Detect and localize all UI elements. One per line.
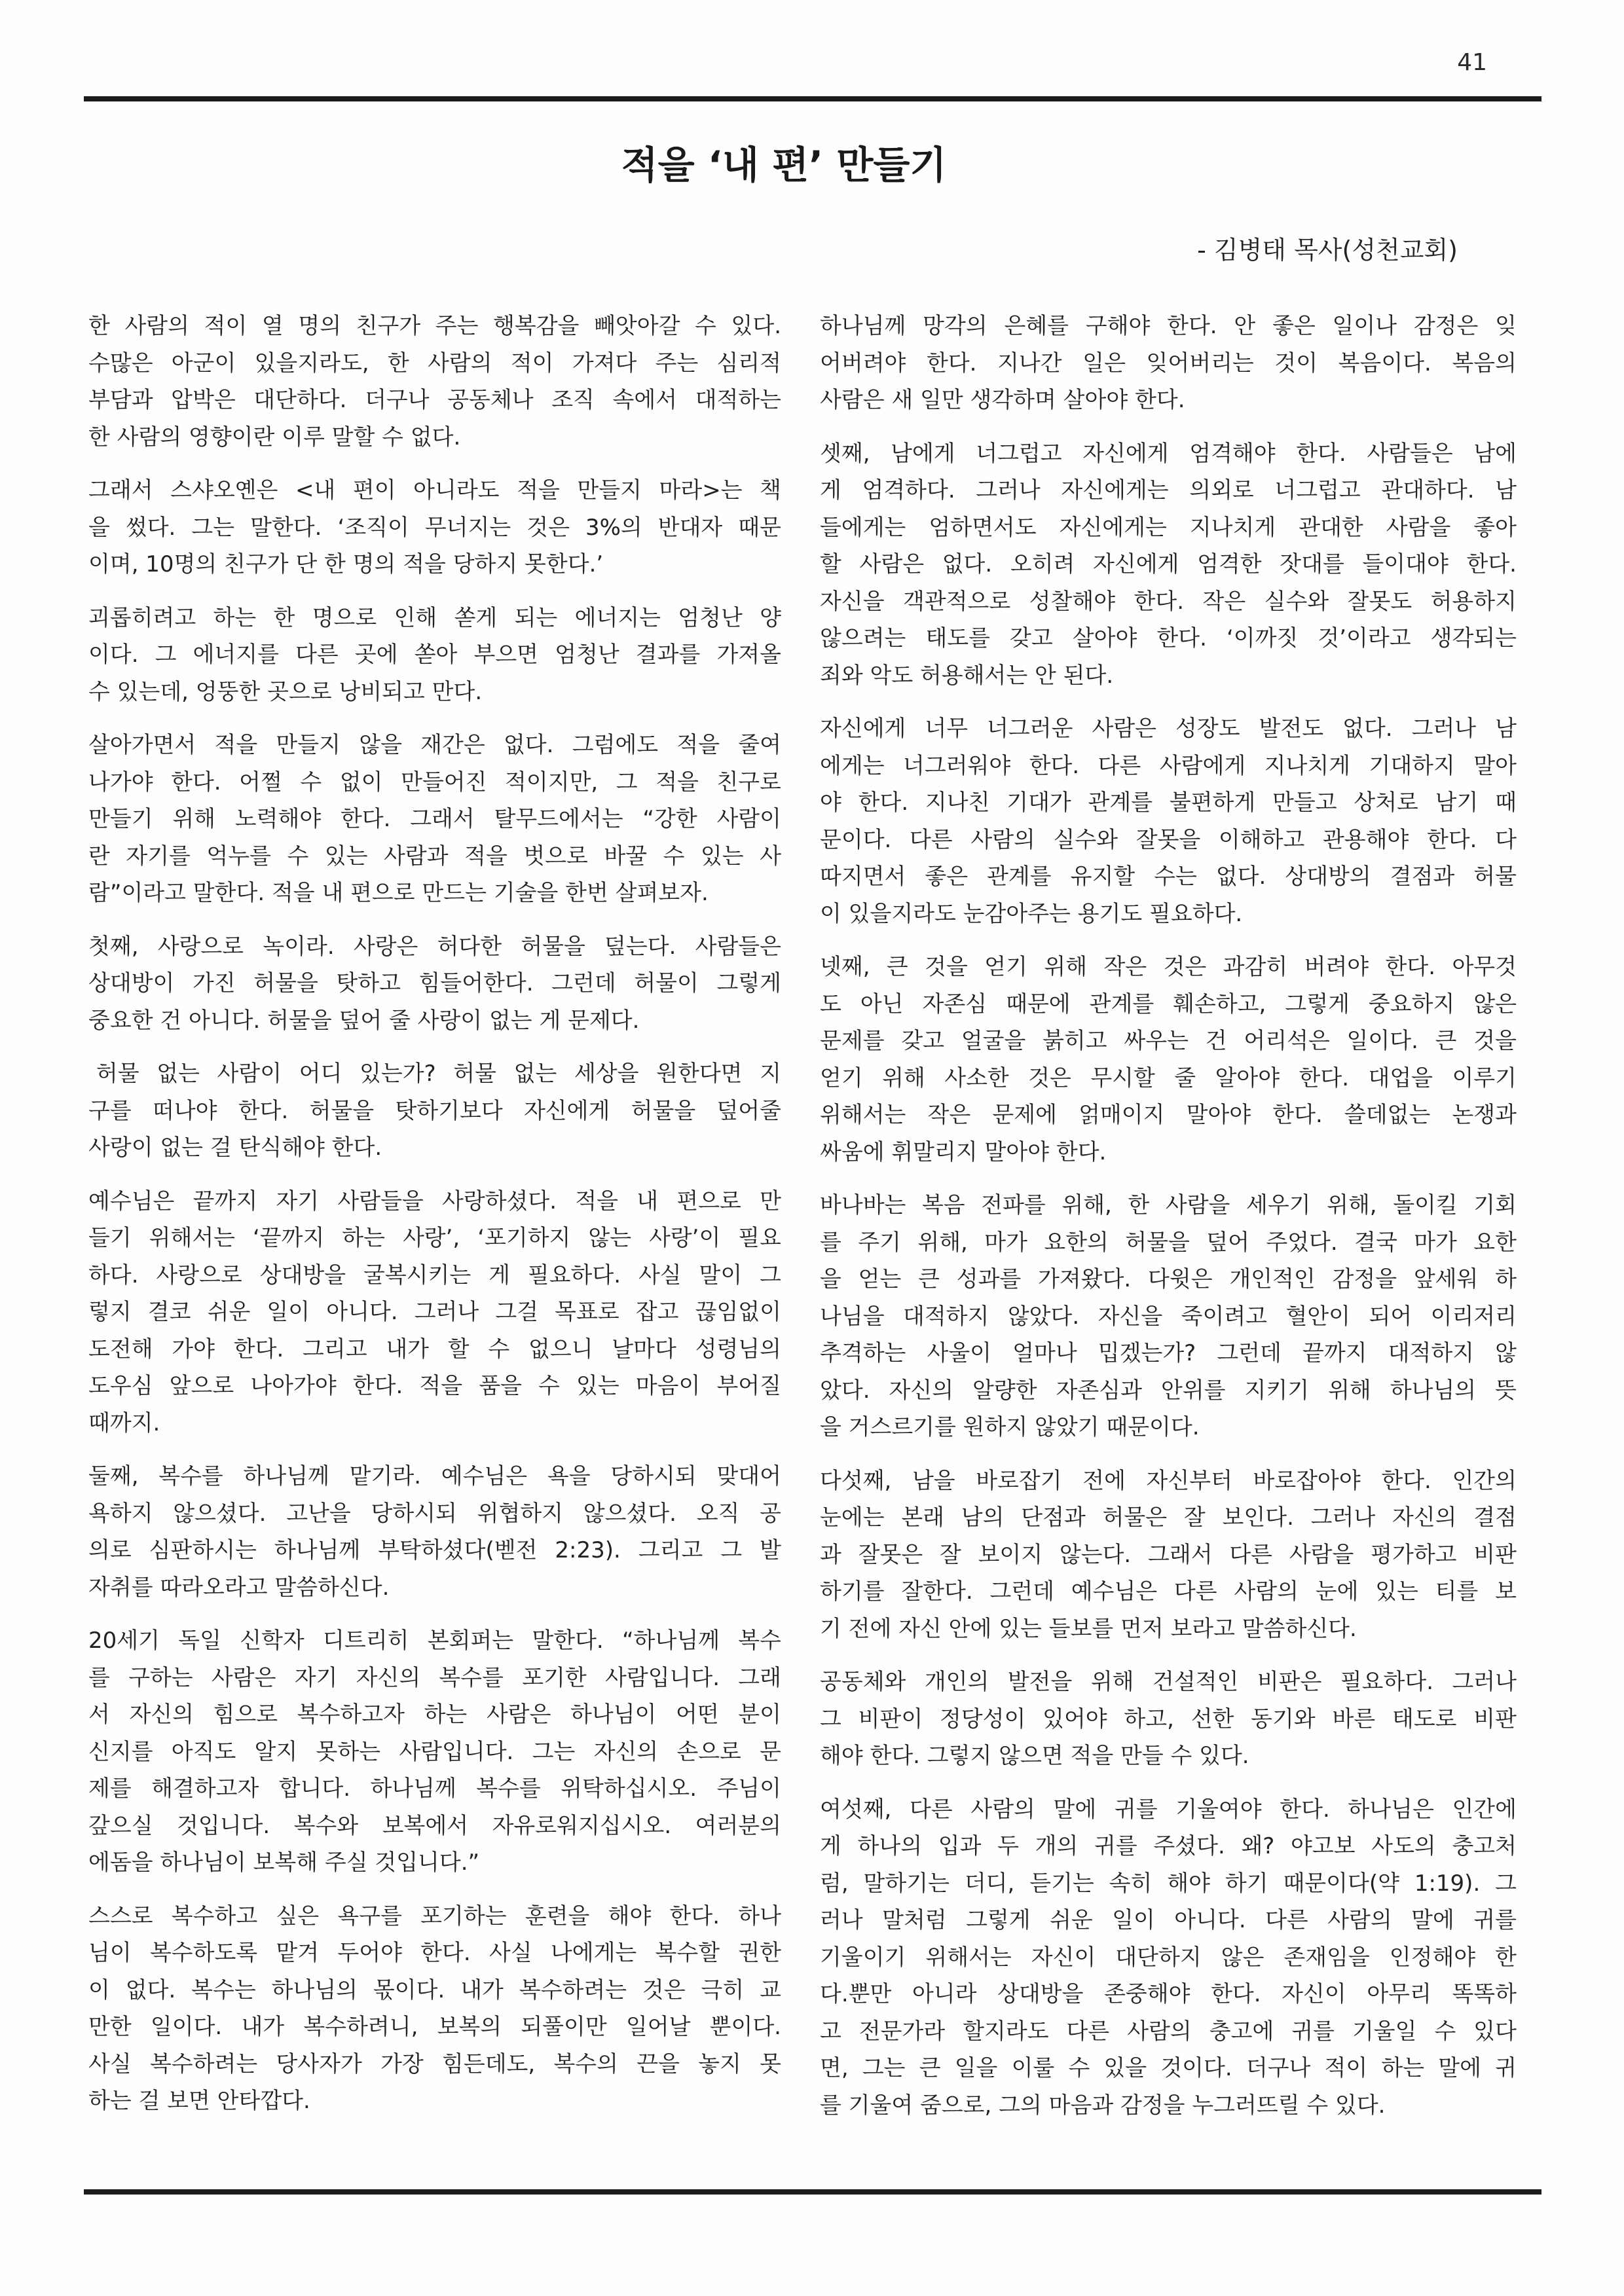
text-line: 러나 말처럼 그렇게 쉬운 일이 아니다. 다른 사람의 말에 귀를 [820,1907,1517,1933]
text-line: 게 하나의 입과 두 개의 귀를 주셨다. 왜? 야고보 사도의 충고처 [820,1833,1517,1859]
text-line: 때까지. [88,1410,160,1436]
text-line: 할 사람은 없다. 오히려 자신에게 엄격한 잣대를 들이대야 한다. [820,551,1517,577]
text-line: 예수님은 끝까지 자기 사람들을 사랑하셨다. 적을 내 편으로 만 [88,1188,781,1214]
article-column-left [88,308,781,2136]
text-line: 그래서 스샤오옌은 <내 편이 아니라도 적을 만들지 마라>는 책 [88,477,781,503]
text-line: 상대방이 가진 허물을 탓하고 힘들어한다. 그런데 허물이 그렇게 [88,970,781,996]
text-line: 이며, 10명의 친구가 단 한 명의 적을 당하지 못한다.’ [88,551,604,577]
text-line: 들에게는 엄하면서도 자신에게는 지나치게 관대한 사람을 좋아 [820,514,1517,541]
text-line: 을 썼다. 그는 말한다. ‘조직이 무너지는 것은 3%의 반대자 때문 [88,514,781,541]
text-line: 신지를 아직도 알지 못하는 사람입니다. 그는 자신의 손으로 문 [88,1738,781,1765]
text-line: 허물 없는 사람이 어디 있는가? 허물 없는 세상을 원한다면 지 [96,1061,781,1087]
paragraph [88,308,781,456]
text-line: 둘째, 복수를 하나님께 맡기라. 예수님은 욕을 당하시되 맞대어 [88,1463,781,1489]
text-line: 하는 걸 보면 안타깝다. [88,2088,310,2114]
text-line: 서 자신의 힘으로 복수하고자 하는 사람은 하나님이 어떤 분이 [88,1702,781,1728]
text-line: 하기를 잘한다. 그런데 예수님은 다른 사람의 눈에 있는 티를 보 [820,1578,1517,1605]
text-line: 사실 복수하려는 당사자가 가장 힘든데도, 복수의 끈을 놓지 못 [88,2050,781,2077]
text-line: 이 있을지라도 눈감아주는 용기도 필요하다. [820,900,1243,927]
paragraph [820,1463,1517,1648]
paragraph [820,710,1517,932]
text-line: 만한 일이다. 내가 복수하려니, 보복의 되풀이만 일어날 뿐이다. [88,2014,781,2040]
paragraph [88,727,781,912]
text-line: 부담과 압박은 대단하다. 더구나 공동체나 조직 속에서 대적하는 [88,387,781,413]
text-line: 사람은 새 일만 생각하며 살아야 한다. [820,387,1185,413]
text-line: 추격하는 사울이 얼마나 밉겠는가? 그런데 끝까지 대적하지 않 [820,1340,1517,1366]
text-line: 만들기 위해 노력해야 한다. 그래서 탈무드에서는 “강한 사람이 [88,806,781,832]
text-line: 제를 해결하고자 합니다. 하나님께 복수를 위탁하십시오. 주님이 [88,1776,781,1802]
header-rule [84,96,1541,101]
text-line: 넷째, 큰 것을 얻기 위해 작은 것은 과감히 버려야 한다. 아무것 [820,954,1517,980]
text-line: 첫째, 사랑으로 녹이라. 사랑은 허다한 허물을 덮는다. 사람들은 [88,933,781,960]
article-title: 적을 ‘내 편’ 만들기 [621,143,947,187]
text-line: 람”이라고 말한다. 적을 내 편으로 만드는 기술을 한번 살펴보자. [88,880,709,906]
text-line: 기 전에 자신 안에 있는 들보를 먼저 보라고 말씀하신다. [820,1615,1357,1642]
text-line: 사랑이 없는 걸 탄식해야 한다. [88,1135,382,1161]
text-line: 자취를 따라오라고 말씀하신다. [88,1574,390,1601]
text-line: 이다. 그 에너지를 다른 곳에 쏟아 부으면 엄청난 결과를 가져올 [88,642,781,668]
text-line: 에돔을 하나님이 보복해 주실 것입니다.” [88,1850,480,1876]
text-line: 해야 한다. 그렇지 않으면 적을 만들 수 있다. [820,1743,1249,1769]
text-line: 한 사람의 영향이란 이루 말할 수 없다. [88,424,461,450]
text-line: 갚으실 것입니다. 복수와 보복에서 자유로워지십시오. 여러분의 [88,1812,781,1839]
text-line: 자신에게 너무 너그러운 사람은 성장도 발전도 없다. 그러나 남 [820,716,1517,742]
text-line: 다.뿐만 아니라 상대방을 존중해야 한다. 자신이 아무리 똑똑하 [820,1981,1517,2007]
article-column-right [820,308,1517,2140]
text-line: 자신을 객관적으로 성찰해야 한다. 작은 실수와 잘못도 허용하지 [820,588,1517,615]
text-line: 바나바는 복음 전파를 위해, 한 사람을 세우기 위해, 돌이킬 기회 [820,1192,1517,1218]
text-line: 싸움에 휘말리지 말아야 한다. [820,1139,1107,1165]
text-line: 나가야 한다. 어쩔 수 없이 만들어진 적이지만, 그 적을 친구로 [88,769,781,795]
paragraph [820,949,1517,1171]
text-line: 의로 심판하시는 하나님께 부탁하셨다(벧전 2:23). 그리고 그 발 [88,1537,781,1563]
text-line: 문이다. 다른 사람의 실수와 잘못을 이해하고 관용해야 한다. 다 [820,826,1517,853]
paragraph [820,1664,1517,1775]
text-line: 위해서는 작은 문제에 얽매이지 말아야 한다. 쓸데없는 논쟁과 [820,1102,1517,1128]
paragraph [88,600,781,711]
text-line: 하나님께 망각의 은혜를 구해야 한다. 안 좋은 일이나 감정은 잊 [820,313,1517,339]
paragraph [88,1055,781,1167]
text-line: 중요한 건 아니다. 허물을 덮어 줄 사랑이 없는 게 문제다. [88,1007,640,1034]
text-line: 욕하지 않으셨다. 고난을 당하시되 위협하지 않으셨다. 오직 공 [88,1500,781,1527]
text-line: 다섯째, 남을 바로잡기 전에 자신부터 바로잡아야 한다. 인간의 [820,1467,1517,1494]
paragraph [88,928,781,1040]
text-line: 을 얻는 큰 성과를 가져왔다. 다윗은 개인적인 감정을 앞세워 하 [820,1266,1517,1292]
text-line: 도전해 가야 한다. 그리고 내가 할 수 없으니 날마다 성령님의 [88,1336,781,1362]
paragraph [820,435,1517,695]
text-line: 를 주기 위해, 마가 요한의 허물을 덮어 주었다. 결국 마가 요한 [820,1229,1517,1256]
text-line: 고 전문가라 할지라도 다른 사람의 충고에 귀를 기울일 수 있다 [820,2018,1517,2045]
text-line: 한 사람의 적이 열 명의 친구가 주는 행복감을 빼앗아갈 수 있다. [88,313,781,339]
text-line: 수많은 아군이 있을지라도, 한 사람의 적이 가져다 주는 심리적 [88,350,781,376]
text-line: 에게는 너그러워야 한다. 다른 사람에게 지나치게 기대하지 말아 [820,752,1517,779]
author-byline: - 김병태 목사(성천교회) [1197,236,1458,264]
text-line: 도 아닌 자존심 때문에 관계를 훼손하고, 그렇게 중요하지 않은 [820,991,1517,1017]
text-line: 들기 위해서는 ‘끝까지 하는 사랑’, ‘포기하지 않는 사랑’이 필요 [88,1225,781,1251]
text-line: 게 엄격하다. 그러나 자신에게는 의외로 너그럽고 관대하다. 남 [820,477,1517,503]
text-line: 어버려야 한다. 지나간 일은 잊어버리는 것이 복음이다. 복음의 [820,350,1517,376]
text-line: 죄와 악도 허용해서는 안 된다. [820,662,1114,689]
text-line: 나님을 대적하지 않았다. 자신을 죽이려고 혈안이 되어 이리저리 [820,1303,1517,1330]
text-line: 기울이기 위해서는 자신이 대단하지 않은 존재임을 인정해야 한 [820,1944,1517,1971]
text-line: 눈에는 본래 남의 단점과 허물은 잘 보인다. 그러나 자신의 결점 [820,1504,1517,1531]
text-line: 괴롭히려고 하는 한 명으로 인해 쏟게 되는 에너지는 엄청난 양 [88,604,781,631]
text-line: 스스로 복수하고 싶은 욕구를 포기하는 훈련을 해야 한다. 하나 [88,1903,781,1929]
text-line: 얻기 위해 사소한 것은 무시할 줄 알아야 한다. 대업을 이루기 [820,1065,1517,1091]
text-line: 여섯째, 다른 사람의 말에 귀를 기울여야 한다. 하나님은 인간에 [820,1796,1517,1823]
text-line: 를 구하는 사람은 자기 자신의 복수를 포기한 사람입니다. 그래 [88,1664,781,1691]
paragraph [820,1791,1517,2124]
text-line: 따지면서 좋은 관계를 유지할 수는 없다. 상대방의 결점과 허물 [820,864,1517,890]
text-line: 럼, 말하기는 더디, 듣기는 속히 해야 하기 때문이다(약 1:19). 그 [820,1870,1517,1897]
text-line: 그 비판이 정당성이 있어야 하고, 선한 동기와 바른 태도로 비판 [820,1705,1517,1732]
paragraph [88,1898,781,2120]
text-line: 님이 복수하도록 맡겨 두어야 한다. 사실 나에게는 복수할 권한 [88,1940,781,1966]
text-line: 을 거스르기를 원하지 않았기 때문이다. [820,1414,1200,1440]
text-line: 야 한다. 지나친 기대가 관계를 불편하게 만들고 상처로 남기 때 [820,790,1517,816]
text-line: 았다. 자신의 알량한 자존심과 안위를 지키기 위해 하나님의 뜻 [820,1377,1517,1404]
text-line: 문제를 갖고 얼굴을 붉히고 싸우는 건 어리석은 일이다. 큰 것을 [820,1028,1517,1054]
text-line: 20세기 독일 신학자 디트리히 본회퍼는 말한다. “하나님께 복수 [88,1628,781,1654]
text-line: 수 있는데, 엉뚱한 곳으로 낭비되고 만다. [88,678,483,705]
text-line: 도우심 앞으로 나아가야 한다. 적을 품을 수 있는 마음이 부어질 [88,1373,781,1399]
text-line: 하다. 사랑으로 상대방을 굴복시키는 게 필요하다. 사실 말이 그 [88,1262,781,1288]
page-number: 41 [1457,49,1487,76]
text-line: 를 기울여 줌으로, 그의 마음과 감정을 누그러뜨릴 수 있다. [820,2092,1386,2119]
paragraph [820,308,1517,419]
text-line: 면, 그는 큰 일을 이룰 수 있을 것이다. 더구나 적이 하는 말에 귀 [820,2055,1517,2081]
paragraph [88,472,781,583]
text-line: 렇지 결코 쉬운 일이 아니다. 그러나 그걸 목표로 잡고 끊임없이 [88,1299,781,1325]
text-line: 셋째, 남에게 너그럽고 자신에게 엄격해야 한다. 사람들은 남에 [820,440,1517,467]
paragraph [820,1187,1517,1446]
text-line: 공동체와 개인의 발전을 위해 건설적인 비판은 필요하다. 그러나 [820,1669,1517,1695]
text-line: 이 없다. 복수는 하나님의 몫이다. 내가 복수하려는 것은 극히 교 [88,1977,781,2003]
text-line: 않으려는 태도를 갖고 살아야 한다. ‘이까짓 것’이라고 생각되는 [820,625,1517,651]
footer-rule [84,2189,1541,2195]
text-line: 구를 떠나야 한다. 허물을 탓하기보다 자신에게 허물을 덮어줄 [88,1097,781,1124]
paragraph [88,1458,781,1606]
text-line: 살아가면서 적을 만들지 않을 재간은 없다. 그럼에도 적을 줄여 [88,732,781,758]
paragraph [88,1622,781,1882]
text-line: 과 잘못은 잘 보이지 않는다. 그래서 다른 사람을 평가하고 비판 [820,1541,1517,1568]
paragraph [88,1183,781,1442]
text-line: 란 자기를 억누를 수 있는 사람과 적을 벗으로 바꿀 수 있는 사 [88,843,781,869]
